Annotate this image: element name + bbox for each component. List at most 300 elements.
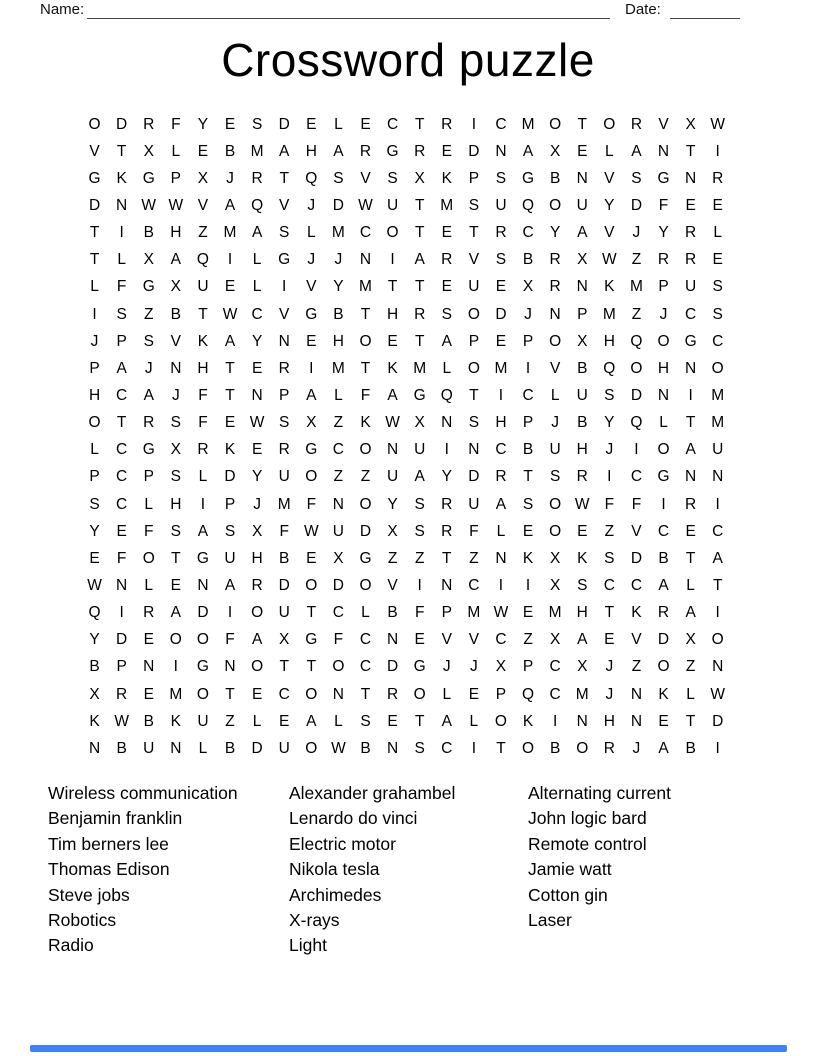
grid-letter: R [359,142,372,160]
grid-letter: N [657,142,670,160]
grid-letter: U [332,522,344,540]
grid-letter: N [576,712,588,730]
grid-letter: F [279,522,289,540]
grid-letter: R [251,576,263,594]
grid-letter: B [224,142,236,160]
grid-letter: N [332,495,344,513]
grid-letter: U [386,468,399,486]
grid-letter: X [387,522,398,540]
bottom-bar [30,1045,787,1052]
grid-letter: D [630,386,643,404]
grid-letter: K [631,604,642,622]
grid-letter: T [577,115,587,133]
grid-letter: B [143,712,154,730]
grid-letter: L [144,576,154,594]
grid-letter: N [630,685,643,703]
grid-letter: C [441,739,453,757]
grid-letter: U [549,441,561,459]
grid-letter: D [657,631,670,649]
grid-letter: Q [251,196,264,214]
grid-letter: N [386,739,399,757]
grid-letter: V [387,576,398,594]
grid-letter: R [685,224,697,242]
grid-letter: E [685,196,696,214]
grid-letter: F [144,522,154,540]
grid-letter: B [224,739,236,757]
grid-letter: C [278,685,290,703]
grid-letter: M [711,414,725,432]
grid-letter: U [468,278,480,296]
grid-letter: I [715,142,720,160]
word-list-column [48,781,238,959]
grid-letter: E [279,712,290,730]
grid-letter: C [495,441,507,459]
grid-letter: L [252,712,262,730]
grid-letter: E [495,278,507,296]
grid-letter: R [630,115,643,133]
grid-letter: C [116,441,128,459]
grid-letter: F [306,495,317,513]
grid-letter: I [227,251,233,269]
grid-letter: U [278,739,290,757]
grid-letter: L [252,278,262,296]
page-title: Crossword puzzle [221,34,595,86]
grid-letter: N [685,359,697,377]
grid-letter: K [522,712,534,730]
grid-letter: G [522,169,535,187]
grid-letter: Z [631,658,642,676]
grid-letter: U [143,739,155,757]
grid-letter: X [143,251,154,269]
grid-letter: T [523,468,533,486]
grid-letter: O [359,441,372,459]
word-list-item: Alexander grahambel [289,783,456,803]
grid-letter: I [390,251,395,269]
grid-letter: X [279,631,290,649]
word-list-item: Tim berners lee [48,833,169,854]
grid-letter: C [468,576,480,594]
grid-letter: O [549,115,562,133]
grid-letter: O [359,576,372,594]
grid-letter: A [685,441,696,459]
grid-letter: I [309,359,314,377]
wordsearch-grid [81,111,731,762]
word-list-item: Remote control [528,833,647,854]
grid-letter: W [574,495,590,513]
grid-letter: C [549,658,561,676]
grid-letter: I [607,468,612,486]
grid-letter: I [119,224,124,242]
grid-letter: R [495,224,507,242]
grid-letter: E [577,522,588,540]
grid-letter: X [89,685,100,703]
grid-letter: U [278,604,290,622]
grid-letter: M [331,359,345,377]
grid-letter: X [414,414,425,432]
word-list-item: John logic bard [528,808,647,829]
grid-letter: C [359,224,372,242]
grid-letter: K [360,414,371,432]
grid-letter: W [114,712,129,730]
grid-letter: W [710,685,726,703]
word-list-item: Alternating current [528,783,671,803]
grid-letter: M [521,115,535,133]
word-list-item: Cotton gin [528,884,608,905]
grid-letter: X [197,169,209,187]
grid-letter: T [225,359,235,377]
grid-letter: M [413,359,427,377]
grid-letter: C [495,631,507,649]
grid-letter: C [603,576,615,594]
word-list-item: Jamie watt [528,859,612,880]
grid-letter: N [116,576,128,594]
grid-letter: S [360,712,371,730]
grid-letter: T [171,549,181,567]
grid-letter: M [223,224,237,242]
grid-letter: L [171,142,181,160]
grid-letter: C [359,631,372,649]
grid-letter: K [197,332,209,350]
grid-letter: S [279,414,290,432]
grid-letter: V [631,631,642,649]
grid-letter: S [468,196,480,214]
grid-letter: O [522,739,535,757]
grid-letter: E [143,685,154,703]
grid-letter: Q [630,332,643,350]
grid-letter: G [413,386,426,404]
grid-letter: A [387,386,398,404]
grid-letter: L [144,495,154,513]
grid-letter: H [332,332,344,350]
grid-letter: J [90,332,99,350]
grid-letter: O [305,685,318,703]
grid-letter: B [549,169,561,187]
grid-letter: O [359,332,372,350]
grid-letter: S [279,224,290,242]
grid-letter: F [225,631,235,649]
grid-letter: P [441,604,452,622]
date-write-line [670,0,740,19]
grid-letter: O [305,576,318,594]
grid-letter: B [522,441,534,459]
grid-letter: A [116,359,127,377]
grid-letter: Y [333,278,344,296]
grid-letter: P [522,332,534,350]
grid-letter: U [576,196,588,214]
grid-letter: O [549,332,562,350]
grid-letter: S [143,332,154,350]
name-write-line [87,0,610,19]
grid-letter: E [441,278,452,296]
grid-letter: X [685,115,696,133]
grid-letter: E [224,414,236,432]
grid-letter: E [116,522,127,540]
grid-letter: S [712,278,723,296]
grid-letter: E [251,685,263,703]
grid-letter: T [685,712,696,730]
grid-letter: I [471,115,477,133]
grid-letter: O [413,685,426,703]
grid-letter: T [414,332,425,350]
grid-letter: Y [251,468,263,486]
word-list-item: Benjamin franklin [48,808,183,829]
grid-letter: R [386,685,399,703]
grid-letter: H [88,386,101,404]
grid-letter: V [468,251,480,269]
grid-letter: Z [685,658,696,676]
grid-letter: L [442,359,452,377]
grid-letter: L [550,386,560,404]
grid-letter: B [279,549,290,567]
grid-letter: C [332,604,344,622]
grid-letter: N [657,386,670,404]
grid-letter: G [305,441,318,459]
grid-letter: J [442,658,451,676]
grid-letter: I [525,359,531,377]
grid-letter: S [414,739,425,757]
grid-letter: I [715,739,720,757]
grid-letter: U [712,441,724,459]
grid-letter: W [168,196,184,214]
grid-letter: V [306,278,317,296]
grid-letter: Y [604,414,615,432]
grid-letter: R [143,414,155,432]
grid-letter: Z [523,631,533,649]
grid-letter: Z [631,305,642,323]
grid-letter: M [440,196,454,214]
grid-letter: H [197,359,209,377]
grid-letter: E [197,142,209,160]
grid-letter: R [495,468,507,486]
grid-letter: E [495,332,507,350]
grid-letter: S [224,522,236,540]
grid-letter: O [305,739,318,757]
grid-letter: H [495,414,507,432]
grid-letter: O [549,522,562,540]
grid-letter: D [88,196,101,214]
grid-letter: R [441,251,453,269]
grid-letter: C [251,305,263,323]
grid-letter: O [251,604,264,622]
grid-letter: K [116,169,127,187]
grid-letter: P [116,332,127,350]
grid-letter: E [468,685,480,703]
grid-letter: I [525,576,531,594]
grid-letter: R [278,441,290,459]
grid-letter: S [495,251,507,269]
grid-letter: D [278,115,290,133]
grid-letter: L [198,739,208,757]
grid-letter: Y [89,631,100,649]
grid-letter: U [495,196,507,214]
grid-letter: V [604,224,615,242]
grid-letter: S [414,522,425,540]
grid-letter: L [442,685,452,703]
grid-letter: R [712,169,724,187]
grid-letter: N [143,658,155,676]
grid-letter: I [498,386,504,404]
grid-letter: B [360,739,371,757]
grid-letter: N [685,468,697,486]
grid-letter: N [576,278,588,296]
grid-letter: X [685,631,696,649]
grid-letter: C [332,441,344,459]
grid-letter: N [576,169,588,187]
grid-letter: Z [198,224,208,242]
grid-letter: O [576,739,589,757]
grid-letter: S [170,522,181,540]
grid-letter: N [468,441,480,459]
grid-letter: G [657,169,670,187]
grid-letter: K [170,712,181,730]
grid-letter: E [89,549,100,567]
grid-letter: Y [89,522,100,540]
grid-letter: F [360,386,371,404]
grid-letter: C [630,576,643,594]
grid-letter: J [632,224,641,242]
grid-letter: I [552,712,558,730]
grid-letter: R [414,305,426,323]
grid-letter: H [386,305,399,323]
grid-letter: I [282,278,287,296]
grid-letter: R [197,441,209,459]
grid-letter: H [657,359,670,377]
grid-letter: J [144,359,153,377]
grid-letter: E [251,441,263,459]
grid-letter: W [710,115,726,133]
grid-letter: D [224,468,236,486]
grid-letter: C [549,685,561,703]
grid-letter: R [116,685,128,703]
grid-letter: T [414,278,425,296]
grid-letter: D [116,631,128,649]
grid-letter: X [333,549,344,567]
grid-letter: X [170,278,181,296]
grid-letter: Y [604,196,615,214]
grid-letter: I [661,495,666,513]
grid-letter: M [575,685,589,703]
grid-letter: K [658,685,669,703]
grid-letter: F [604,495,615,513]
word-list-item: Nikola tesla [289,859,380,880]
grid-letter: R [414,142,426,160]
grid-letter: T [116,142,127,160]
grid-letter: S [333,169,344,187]
grid-letter: P [658,278,669,296]
grid-letter: W [493,604,509,622]
grid-letter: P [468,169,480,187]
grid-letter: R [441,495,453,513]
grid-letter: J [334,251,343,269]
grid-letter: S [549,468,561,486]
grid-letter: E [306,332,317,350]
grid-letter: T [360,359,371,377]
grid-letter: Q [88,604,101,622]
grid-letter: T [116,414,127,432]
grid-letter: I [200,495,206,513]
grid-letter: O [630,359,643,377]
grid-letter: N [88,739,101,757]
grid-letter: P [522,658,534,676]
grid-letter: F [171,115,181,133]
word-list-item: Laser [528,910,572,931]
grid-letter: L [469,712,479,730]
grid-letter: P [116,658,127,676]
grid-letter: A [251,631,263,649]
grid-letter: U [468,495,480,513]
grid-letter: F [198,386,208,404]
grid-letter: S [522,495,534,513]
grid-letter: E [522,522,534,540]
grid-letter: S [495,169,507,187]
grid-letter: T [414,712,425,730]
grid-letter: M [359,278,372,296]
grid-letter: Z [333,414,344,432]
grid-letter: E [360,115,371,133]
grid-letter: Z [469,549,479,567]
grid-letter: T [89,251,100,269]
grid-letter: Z [225,712,235,730]
grid-letter: S [116,305,127,323]
grid-letter: O [657,332,670,350]
grid-letter: U [414,441,426,459]
grid-letter: D [251,739,263,757]
grid-letter: L [686,685,695,703]
grid-letter: I [715,604,720,622]
grid-letter: C [712,522,724,540]
grid-letter: A [333,142,344,160]
grid-letter: I [471,739,477,757]
grid-letter: E [387,332,398,350]
grid-letter: C [522,386,534,404]
grid-letter: Y [441,468,452,486]
grid-letter: X [522,278,534,296]
grid-letter: X [577,251,588,269]
grid-letter: D [332,196,344,214]
grid-letter: H [170,224,182,242]
grid-letter: I [634,441,639,459]
word-list-item: Robotics [48,910,117,931]
grid-letter: A [170,604,181,622]
grid-letter: Y [549,224,561,242]
grid-letter: B [549,739,561,757]
grid-letter: P [577,305,588,323]
grid-letter: U [197,278,209,296]
grid-letter: A [279,142,290,160]
grid-letter: Q [305,169,318,187]
grid-letter: G [88,169,101,187]
grid-letter: M [250,142,264,160]
grid-letter: B [333,305,344,323]
grid-letter: T [469,224,479,242]
grid-letter: L [117,251,126,269]
grid-letter: J [605,685,614,703]
grid-letter: Z [414,549,425,567]
grid-letter: V [604,169,615,187]
grid-letter: E [577,142,588,160]
grid-letter: C [116,386,128,404]
grid-letter: F [631,495,642,513]
grid-letter: W [385,414,400,432]
word-list-item: Light [289,935,327,956]
grid-letter: O [711,631,724,649]
grid-letter: T [306,604,317,622]
grid-letter: Q [522,685,535,703]
grid-letter: Q [440,386,453,404]
grid-letter: N [495,549,507,567]
grid-letter: S [170,414,181,432]
grid-letter: V [441,631,452,649]
